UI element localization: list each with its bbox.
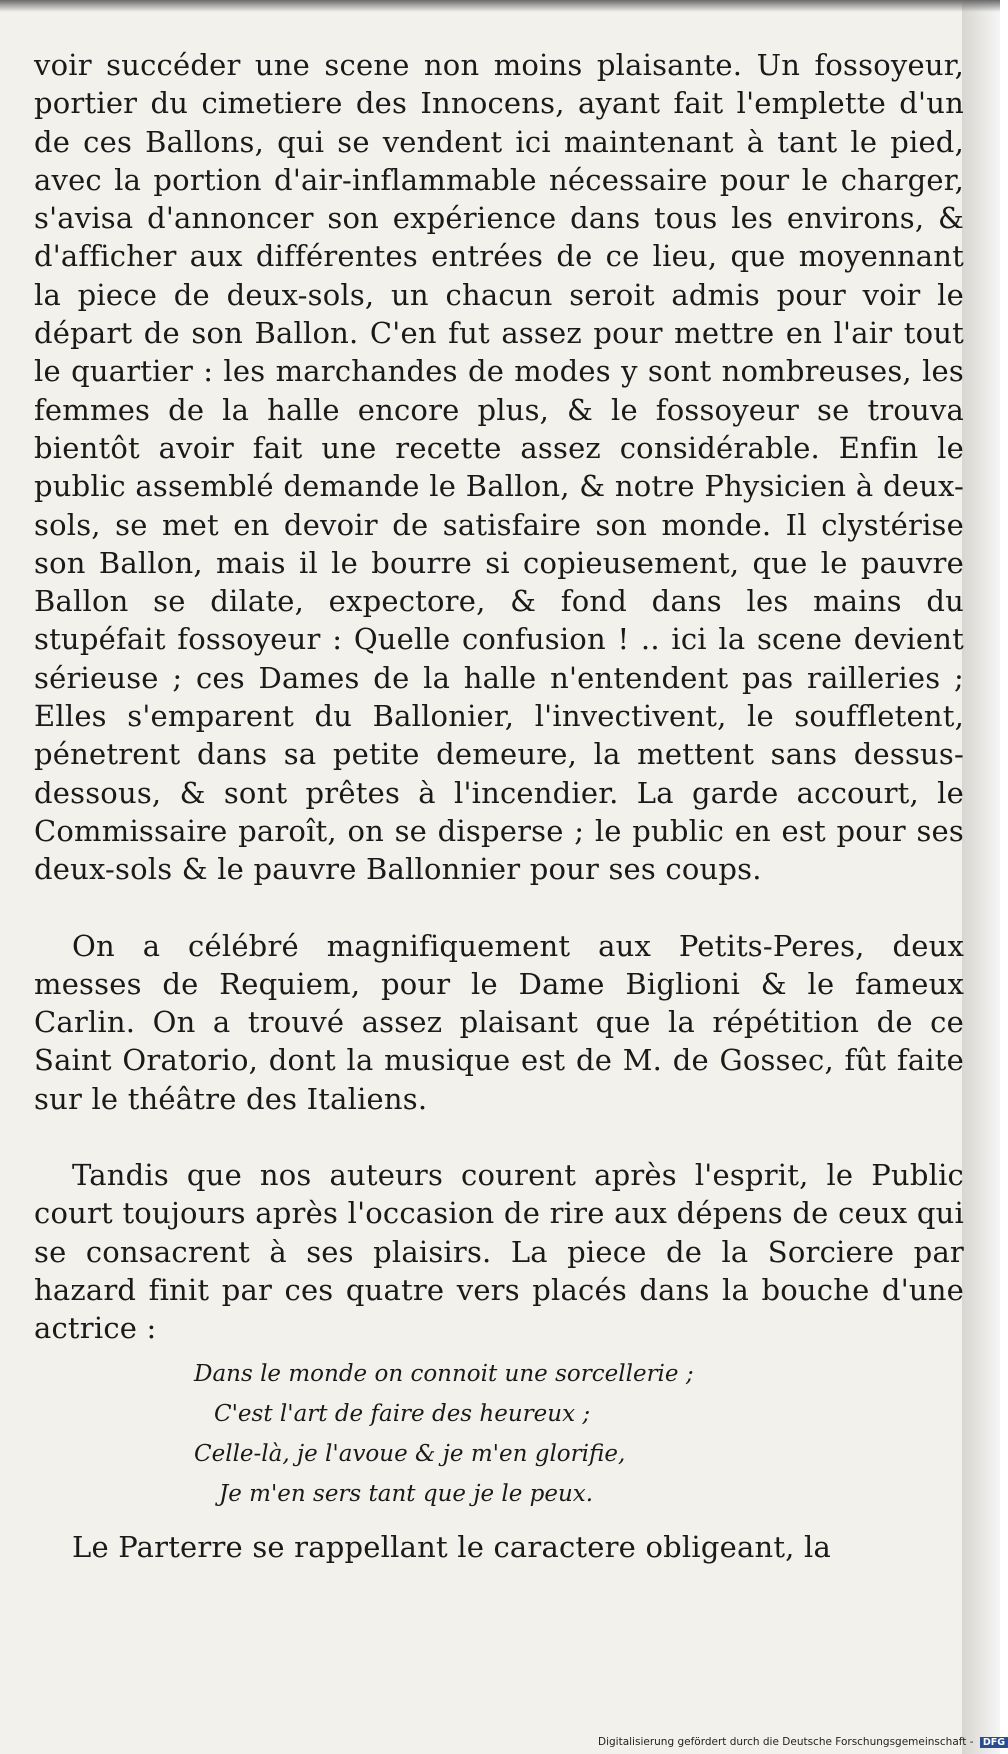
verse-line-2: C'est l'art de faire des heureux ; bbox=[214, 1400, 591, 1427]
digitization-credit bbox=[598, 1736, 1008, 1748]
dfg-logo: DFG bbox=[980, 1737, 1008, 1748]
paragraph-2: On a célébré magnifiquement aux Petits-Peres, deux messes de Requiem, pour le Dame Biglioni & le fameux Carlin. On a trouvé assez plaisant que la répétition de ce Saint Oratorio, dont la musique est de M. de Gossec, fût faite sur le théâtre des Italiens. bbox=[34, 928, 964, 1116]
paragraph-1: voir succéder une scene non moins plaisante. Un fossoyeur, portier du cimetiere des Innocens, ayant fait l'emplette d'un de ces Ballons, qui se vendent ici maintenant à tant le pied, avec la portion d'air-inflammable nécessaire pour le charger, s'avisa d'annoncer son expérience dans tous les environs, & d'afficher aux différentes entrées de ce lieu, que moyennant la piece de deux-sols, un chacun seroit admis pour voir le départ de son Ballon. C'en fut assez pour mettre en l'air tout le quartier : les marchandes de modes y sont nombreuses, les femmes de la halle encore plus, & le fossoyeur se trouva bientôt avoir fait une recette assez considérable. Enfin le public assemblé demande le Ballon, & notre Physicien à deux-sols, se met en devoir de satisfaire son monde. Il clystérise son Ballon, mais il le bourre si copieusement, que le pauvre Ballon se dilate, expectore, & fond dans les mains du stupéfait fossoyeur : Quelle confusion ! .. ici la scene devient sérieuse ; ces Dames de la halle n'entendent pas railleries ; Elles s'emparent du Ballonier, l'invectivent, le souffletent, pénetrent dans sa petite demeure, la mettent sans dessus-dessous, & sont prêtes à l'incendier. La garde accourt, le Commissaire paroît, on se disperse ; le public en est pour ses deux-sols & le pauvre Ballonnier pour ses coups. bbox=[34, 48, 964, 887]
page-edge bbox=[962, 0, 1000, 1754]
verse-line-3: Celle-là, je l'avoue & je m'en glorifie, bbox=[194, 1440, 626, 1467]
page-text bbox=[34, 46, 964, 1566]
credit-text: Digitalisierung gefördert durch die Deutsche Forschungsgemeinschaft - bbox=[598, 1736, 974, 1748]
paragraph-3: Tandis que nos auteurs courent après l'esprit, le Public court toujours après l'occasion de rire aux dépens de ceux qui se consacrent à ses plaisirs. La piece de la Sorciere par hazard finit par ces quatre vers placés dans la bouche d'une actrice : bbox=[34, 1158, 964, 1346]
top-shadow bbox=[0, 0, 1000, 12]
verse-line-1: Dans le monde on connoit une sorcellerie ; bbox=[194, 1360, 694, 1387]
last-line: Le Parterre se rappellant le caractere obligeant, la bbox=[72, 1529, 831, 1564]
verse-block bbox=[34, 1354, 964, 1514]
verse-line-4: Je m'en sers tant que je le peux. bbox=[219, 1480, 594, 1507]
